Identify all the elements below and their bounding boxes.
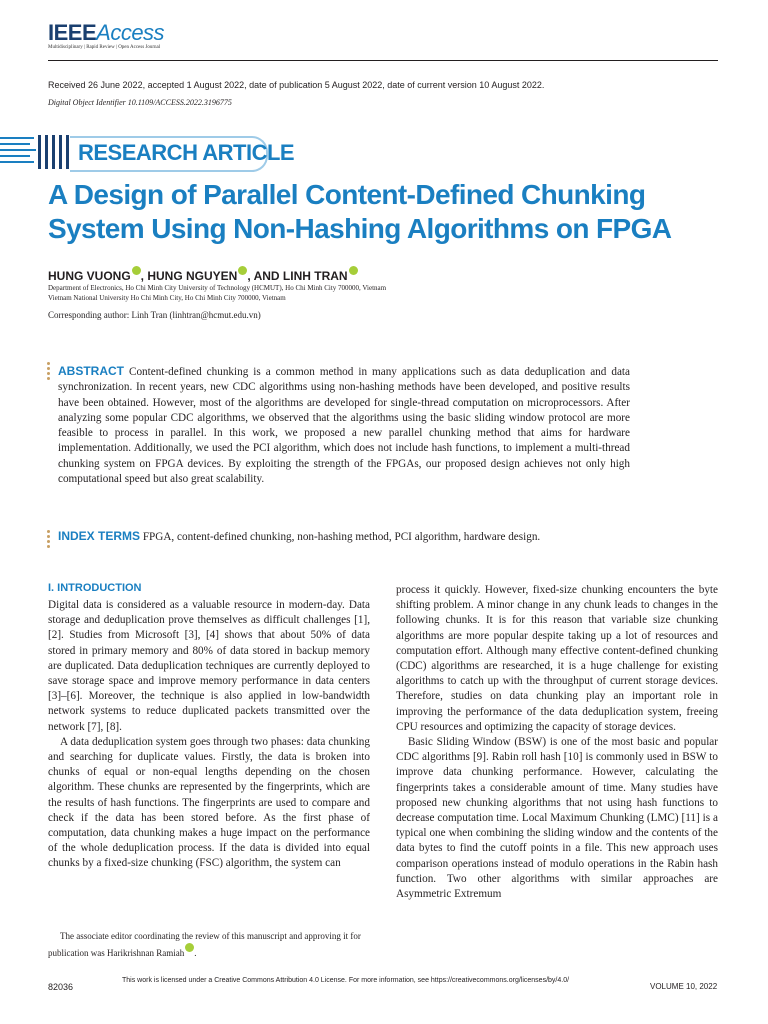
- abstract-label: ABSTRACT: [58, 364, 124, 378]
- abstract-text: Content-defined chunking is a common method in many applications such as data deduplication and data synchronization. In recent years, new CDC algorithms using non-hashing methods have been developed, and positive results have been obtained. However, most of the algorithms are developed for single-thread computation on microprocessors. After analyzing some popular CDC algorithms, we observed that the algorithms using the basic sliding window protocol are more feasible to process in parallel. In this work, we proposed a new parallel chunking method that aims for hardware implementation. Additionally, we used the PCI algorithm, which does not include hash functions, to implement a multi-thread chunking system on FPGA devices. By exploiting the strength of the FPGAs, our proposed design achieves not only high computational speed but also great scalability.: [58, 366, 630, 486]
- right-column: [396, 583, 718, 902]
- index-terms-text: FPGA, content-defined chunking, non-hashing method, PCI algorithm, hardware design.: [142, 531, 541, 543]
- affiliation-2: Vietnam National University Ho Chi Minh City, Ho Chi Minh City 700000, Vietnam: [48, 294, 286, 302]
- banner-stripes-icon: [0, 133, 70, 171]
- left-column: [48, 598, 370, 872]
- corresponding-author: Corresponding author: Linh Tran (linhtran@hcmut.edu.vn): [48, 310, 261, 320]
- paragraph: Basic Sliding Window (BSW) is one of the most basic and popular CDC algorithms [9]. Rabin roll hash [10] is commonly used in BSW to improve data chunking performance. However, calculating the fingerprints takes a considerable amount of time. Many studies have proposed new chunking algorithms that not using hash functions to decrease computation time. Local Maximum Chunking (LMC) [11] is a typical one when combining the sliding window and the contents of the data bytes to find the cutoff points in a file. This new approach uses comparison operations instead of modulo operations in the Rabin hash function. Two other algorithms with similar approaches are Asymmetric Extremum: [396, 736, 718, 901]
- abstract-marker-icon: [47, 362, 51, 382]
- paragraph: process it quickly. However, fixed-size chunking encounters the byte shifting problem. A minor change in any chunk leads to changes in the following chunks. It is for this reason that variable size chunking algorithms are more popular despite taking up a lot of resources and computation effort. Although many effective content-defined chunking (CDC) algorithms are researched, it is a huge challenge for existing algorithms to catch up with the throughput of current storage devices. Therefore, studies on data chunking play an important role in improving the performance of the data deduplication system, freeing CPU resources and optimizing the capacity of storage devices.: [396, 584, 718, 733]
- index-marker-icon: [47, 530, 51, 550]
- author-list: [48, 266, 358, 283]
- author-1: HUNG VUONG: [48, 269, 131, 283]
- doi: Digital Object Identifier 10.1109/ACCESS.2022.3196775: [48, 98, 232, 107]
- publication-dates: Received 26 June 2022, accepted 1 August 2022, date of publication 5 August 2022, date of current version 10 August 2022.: [48, 80, 545, 90]
- header-divider: [48, 60, 718, 61]
- abstract: [58, 364, 630, 487]
- orcid-icon[interactable]: [132, 266, 141, 275]
- affiliation-1: Department of Electronics, Ho Chi Minh City University of Technology (HCMUT), Ho Chi Minh City 700000, Vietnam: [48, 284, 387, 292]
- author-3: , AND LINH TRAN: [247, 269, 348, 283]
- footnote: The associate editor coordinating the review of this manuscript and approving it for publication was Harikrishnan Ramiah .: [48, 931, 361, 958]
- index-terms: [58, 529, 678, 543]
- section-heading: I. INTRODUCTION: [48, 582, 142, 594]
- journal-tagline: Multidisciplinary | Rapid Review | Open Access Journal: [48, 45, 161, 50]
- paper-title: A Design of Parallel Content-Defined Chunking System Using Non-Hashing Algorithms on FPGA: [48, 179, 672, 244]
- journal-logo: IEEEAccess: [48, 20, 165, 45]
- page-number: 82036: [48, 982, 74, 992]
- article-type-label: RESEARCH ARTICLE: [78, 140, 295, 165]
- index-terms-label: INDEX TERMS: [58, 529, 141, 543]
- paragraph: A data deduplication system goes through two phases: data chunking and searching for duplicate values. Firstly, the data is broken into chunks of equal or non-equal lengths depending on the chosen algorithm. These chunks are represented by the fingerprints, which are the results of hash functions. The fingerprints are used to compare and check if the data has been stored before. As the first phase of computation, data chunking makes a huge impact on the performance of the whole deduplication process. If the data is divided into equal chunks by a fixed-size chunking (FSC) algorithm, the system can: [48, 735, 370, 870]
- author-2: , HUNG NGUYEN: [140, 269, 238, 283]
- license-notice[interactable]: This work is licensed under a Creative Commons Attribution 4.0 License. For more information, see https://creativecommons.org/licenses/by/4.0/: [122, 977, 570, 984]
- orcid-icon[interactable]: [238, 266, 247, 275]
- paragraph: Digital data is considered as a valuable resource in modern-day. Data storage and deduplication prove themselves as difficult challenges [1], [2]. Studies from Microsoft [3], [4] shows that about 50% of data stored in primary memory and 80% of data stored in backup memory are duplicated. Data deduplication techniques are currently deployed to save storage space and improve memory performance in data centers [3]–[6]. Moreover, the technique is also applied in low-bandwidth network systems to reduce duplicated packets transmitted over the network [7], [8].: [48, 599, 370, 733]
- orcid-icon[interactable]: [185, 943, 194, 952]
- footnote-text: The associate editor coordinating the review of this manuscript and approving it for publication was Harikrishnan Ramiah: [48, 931, 361, 958]
- orcid-icon[interactable]: [349, 266, 358, 275]
- volume-label: VOLUME 10, 2022: [650, 982, 718, 991]
